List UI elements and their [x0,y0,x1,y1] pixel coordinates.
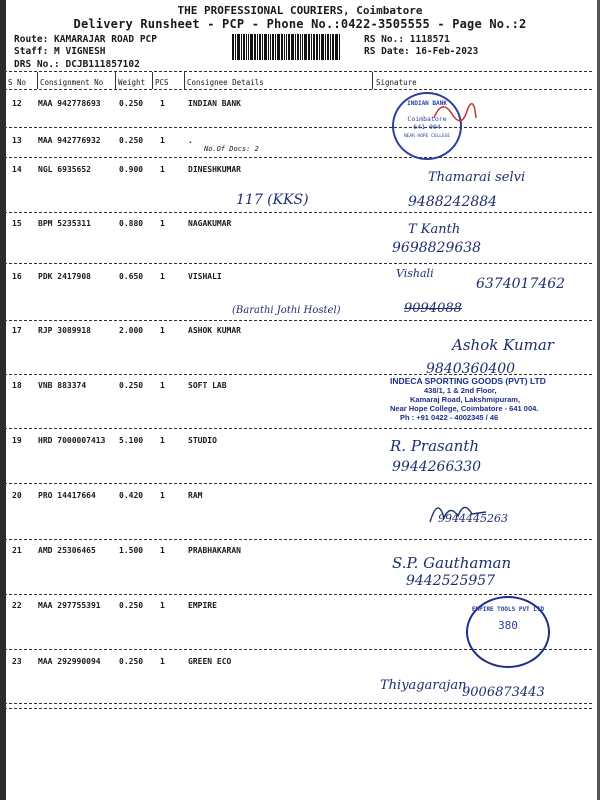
col-divider [152,72,153,89]
row-divider [4,263,592,264]
handwritten-name: Ashok Kumar [452,336,554,354]
row-sno: 18 [12,381,22,390]
bank-signature-scribble [430,88,480,138]
row-pcs: 1 [160,326,165,335]
row-divider [4,320,592,321]
row-consignee: EMPIRE [188,601,217,610]
row-pcs: 1 [160,272,165,281]
row-weight: 0.250 [119,601,144,610]
handwritten-name: T Kanth [408,222,461,237]
handwritten-phone: 9698829638 [392,240,482,256]
handwritten-phone: 9840360400 [426,361,516,377]
row-weight: 0.250 [119,381,144,390]
row-weight: 0.250 [119,136,144,145]
struck-phone: 9094088 [404,301,462,316]
row-sno: 12 [12,99,22,108]
row-sno: 15 [12,219,22,228]
barcode [232,34,352,60]
scan-left-edge [0,0,6,800]
row-divider [4,594,592,595]
row-pcs: 1 [160,546,165,555]
row-consignment: MAA 942778693 [38,99,101,108]
row-weight: 5.100 [119,436,144,445]
row-divider [4,428,592,429]
row-weight: 0.650 [119,272,144,281]
row-weight: 1.500 [119,546,144,555]
row-consignee: ASHOK KUMAR [188,326,241,335]
col-pcs: PCS [155,78,169,87]
row-pcs: 1 [160,436,165,445]
col-signature: Signature [376,78,417,87]
handwritten-name: Vishali [396,267,434,280]
row-consignee: RAM [188,491,203,500]
row-divider [4,212,592,213]
handwritten-name: R. Prasanth [390,437,480,455]
drs-label: DRS No.: DCJB111857102 [14,59,140,70]
handwritten-phone: 9442525957 [406,573,496,589]
row-consignee: . [188,136,193,145]
row-pcs: 1 [160,219,165,228]
row-consignment: BPM 5235311 [38,219,91,228]
row-pcs: 1 [160,165,165,174]
row-pcs: 1 [160,99,165,108]
handwritten-phone: 9006873443 [462,685,545,700]
rs-date-label: RS Date: 16-Feb-2023 [364,46,479,57]
row-sno: 20 [12,491,22,500]
row-divider [4,703,592,704]
row-consignee: GREEN ECO [188,657,232,666]
handwritten-note: 117 (KKS) [236,192,309,208]
col-consignment: Consignment No [40,78,104,87]
col-divider [372,72,373,89]
row-consignee: INDIAN BANK [188,99,241,108]
signature-scribble [424,494,494,528]
col-divider [115,72,116,89]
handwritten-phone: 9944445263 [438,512,508,525]
row-sno: 14 [12,165,22,174]
row-divider [4,539,592,540]
row-sno: 21 [12,546,22,555]
row-consignment: RJP 3089918 [38,326,91,335]
header-top-rule [4,71,592,72]
row-sno: 16 [12,272,22,281]
row-weight: 2.000 [119,326,144,335]
row-consignment: MAA 297755391 [38,601,101,610]
row-consignment: PRO 14417664 [38,491,96,500]
col-sno: S No [8,78,27,87]
row-consignee: SOFT LAB [188,381,227,390]
row-consignee: STUDIO [188,436,217,445]
row-consignment: NGL 6935652 [38,165,91,174]
row-weight: 0.250 [119,657,144,666]
row-sno: 13 [12,136,22,145]
row-consignee: VISHALI [188,272,222,281]
row-consignment: VNB 883374 [38,381,87,390]
company-title: THE PROFESSIONAL COURIERS, Coimbatore [177,4,423,17]
indeca-company-stamp: INDECA SPORTING GOODS (PVT) LTD 438/1, 1 & 2nd Floor, Kamaraj Road, Lakshmipuram, Near Hope College, Coimbatore - 641 004. Ph : +91 0422 - 4002345 / 46 [390,376,546,422]
page-bottom-rule [4,708,592,709]
row-note: No.Of Docs: 2 [204,145,259,153]
row-sno: 17 [12,326,22,335]
runsheet-title: Delivery Runsheet - PCP - Phone No.:0422-3505555 - Page No.:2 [73,17,527,31]
row-weight: 0.250 [119,99,144,108]
indian-bank-stamp: INDIAN BANK Coimbatore 641 004 NEAR HOPE COLLEGE [392,92,462,160]
rs-no-label: RS No.: 1118571 [364,34,450,45]
handwritten-phone: 6374017462 [476,276,566,292]
col-divider [37,72,38,89]
row-consignee: NAGAKUMAR [188,219,232,228]
row-sno: 23 [12,657,22,666]
row-consignment: MAA 942776932 [38,136,101,145]
row-sno: 19 [12,436,22,445]
row-consignment: PDK 2417908 [38,272,91,281]
route-label: Route: KAMARAJAR ROAD PCP [14,34,157,45]
row-consignee: DINESHKUMAR [188,165,241,174]
row-pcs: 1 [160,657,165,666]
empire-tools-stamp: EMPIRE TOOLS PVT LTD 380 [466,596,550,668]
row-weight: 0.900 [119,165,144,174]
row-consignee: PRABHAKARAN [188,546,241,555]
row-divider [4,157,592,158]
handwritten-phone: 9488242884 [408,194,498,210]
row-consignment: MAA 292990094 [38,657,101,666]
staff-label: Staff: M VIGNESH [14,46,106,57]
row-weight: 0.880 [119,219,144,228]
row-pcs: 1 [160,381,165,390]
row-pcs: 1 [160,491,165,500]
row-divider [4,127,592,128]
row-divider [4,483,592,484]
row-consignment: AMD 25306465 [38,546,96,555]
handwritten-phone: 9944266330 [392,459,482,475]
row-consignment: HRD 7000007413 [38,436,106,445]
handwritten-name: Thiyagarajan [380,678,467,693]
row-pcs: 1 [160,136,165,145]
header-bottom-rule [4,89,592,90]
row-weight: 0.420 [119,491,144,500]
handwritten-note: (Barathi Jothi Hostel) [232,305,341,316]
col-weight: Weight [118,78,146,87]
handwritten-name: S.P. Gauthaman [392,554,512,572]
row-pcs: 1 [160,601,165,610]
col-consignee: Consignee Details [187,78,264,87]
row-sno: 22 [12,601,22,610]
col-divider [184,72,185,89]
handwritten-name: Thamarai selvi [428,170,526,185]
